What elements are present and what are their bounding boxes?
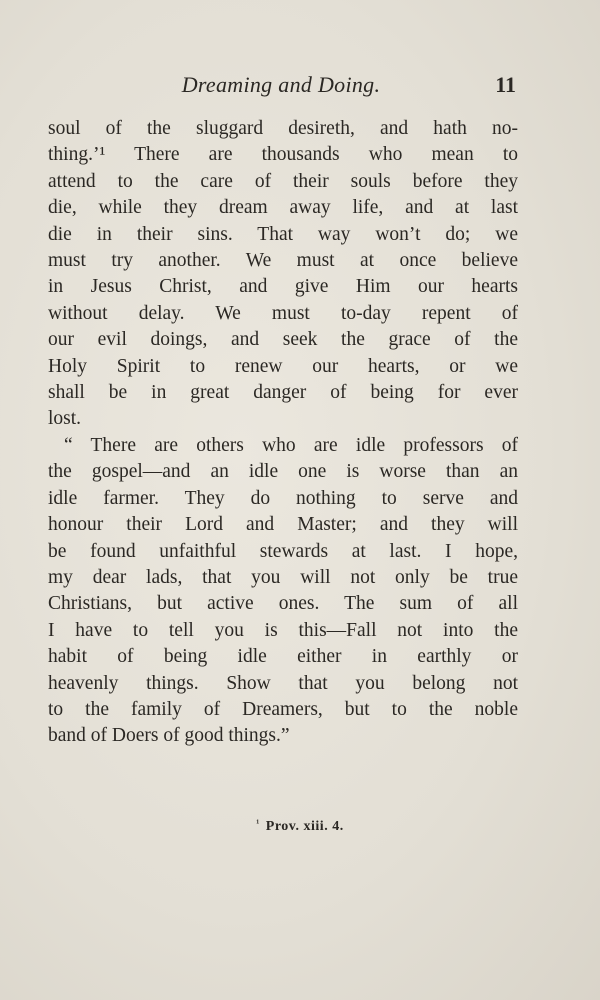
footnote (0, 818, 600, 835)
text-line: lost. (48, 408, 82, 430)
text-line: my dear lads, that you will not only be true (48, 566, 518, 588)
text-line: band of Doers of good things.” (48, 725, 290, 747)
body-text (48, 116, 518, 750)
text-line: thing.’¹ There are thousands who mean to (48, 144, 518, 166)
text-line: attend to the care of their souls before they (48, 170, 518, 192)
text-line: be found unfaithful stewards at last. I hope, (48, 540, 518, 562)
running-title: Dreaming and Doing. (181, 72, 381, 97)
page-number: 11 (495, 72, 516, 97)
text-line: habit of being idle either in earthly or (48, 646, 518, 668)
text-line: idle farmer. They do nothing to serve and (48, 487, 518, 509)
footnote-marker: ¹ (256, 818, 260, 829)
text-line: die in their sins. That way won’t do; we (48, 223, 518, 245)
text-line: “ There are others who are idle professors of (64, 434, 518, 456)
text-line: shall be in great danger of being for ever (48, 382, 518, 404)
text-line: Christians, but active ones. The sum of all (48, 593, 518, 615)
text-line: without delay. We must to-day repent of (48, 302, 518, 324)
footnote-text: Prov. xiii. 4. (265, 819, 344, 834)
text-line: Holy Spirit to renew our hearts, or we (48, 355, 518, 377)
text-line: die, while they dream away life, and at last (48, 197, 518, 219)
text-line: our evil doings, and seek the grace of the (48, 329, 518, 351)
text-line: heavenly things. Show that you belong not (48, 672, 518, 694)
text-line: in Jesus Christ, and give Him our hearts (48, 276, 518, 298)
running-head (46, 72, 516, 106)
text-line: honour their Lord and Master; and they will (48, 514, 518, 536)
text-line: the gospel—and an idle one is worse than an (48, 461, 518, 483)
text-line: to the family of Dreamers, but to the noble (48, 698, 518, 720)
text-line: I have to tell you is this—Fall not into the (48, 619, 518, 641)
text-line: must try another. We must at once believe (48, 250, 518, 272)
text-line: soul of the sluggard desireth, and hath no- (48, 118, 518, 139)
